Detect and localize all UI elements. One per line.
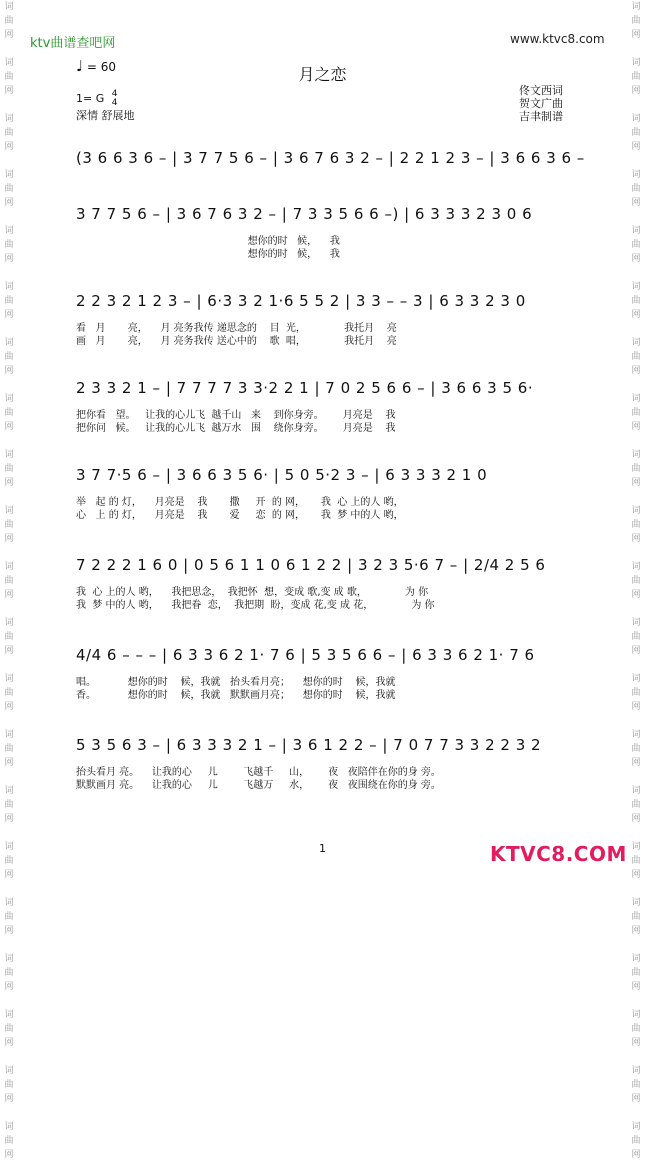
lyricist-credit: 佟文西词 [519,84,563,97]
row-lyrics-verse1: 抬头看月 亮。 让我的心 儿 飞越千 山， 夜 夜陪伴在你的身 旁。 [76,767,441,778]
time-signature [112,90,118,108]
score-row-5 [76,461,572,531]
row-lyrics-verse2: 我 梦 中的人 哟， 我把眷 恋， 我把期 盼，变成 花,变 成 花， 为 你 [76,600,435,611]
row-notes: 3 7 7·5 6 – | 3 6 6 3 5 6· | 5 0 5·2 3 – | 6 3 3 3 2 1 0 [76,466,488,484]
row-notes: 5 3 5 6 3 – | 6 3 3 3 2 1 – | 3 6 1 2 2 – | 7 0 7 7 3 3 2 2 3 2 [76,736,542,754]
row-lyrics-verse1: 想你的时 候， 我 [76,236,340,247]
site-url[interactable]: www.ktvc8.com [510,32,605,46]
row-lyrics-verse1: 我 心 上的人 哟， 我把思念， 我把怀 想，变成 歌,变 成 歌， 为 你 [76,587,429,598]
score-row-4 [76,374,572,444]
quarter-note-icon: ♩ [76,57,84,75]
row-notes: 3 7 7 5 6 – | 3 6 7 6 3 2 – | 7 3 3 5 6 6 –) | 6 3 3 3 2 3 0 6 [76,205,533,223]
row-notes: (3 6 6 3 6 – | 3 7 7 5 6 – | 3 6 7 6 3 2 – | 2 2 1 2 3 – | 3 6 6 3 6 – [76,149,585,167]
score-row-8 [76,731,572,801]
expression-marking: 深情 舒展地 [76,109,135,122]
credits [519,84,563,123]
score-row-2 [76,200,572,270]
key-text: 1= G [76,92,105,105]
row-lyrics-verse1: 举 起 的 灯， 月亮是 我 撒 开 的 网， 我 心 上的人 哟， [76,497,404,508]
row-lyrics-verse1: 把你看 望。 让我的心儿飞 越千山 来 到你身旁。 月亮是 我 [76,410,396,421]
row-notes: 7 2 2 2 1 6 0 | 0 5 6 1 1 0 6 1 2 2 | 3 2 3 5·6 7 – | 2/4 2 5 6 [76,556,546,574]
row-notes: 2 3 3 2 1 – | 7 7 7 7 3 3·2 2 1 | 7 0 2 5 6 6 – | 3 6 6 3 5 6· [76,379,534,397]
row-lyrics-verse2: 想你的时 候， 我 [76,249,340,260]
row-lyrics-verse2: 香。 想你的时 候，我就 默默画月亮； 想你的时 候，我就 [76,690,396,701]
row-lyrics-verse2: 画 月 亮， 月 亮务我传 送心中的 歌 唱， 我托月 亮 [76,336,397,347]
time-sig-top: 4 [111,89,118,99]
time-sig-bottom: 4 [111,98,118,108]
row-lyrics-verse2: 心 上 的 灯， 月亮是 我 爱 恋 的 网， 我 梦 中的人 哟， [76,510,404,521]
site-logo[interactable]: KTVC8.COM [490,842,627,866]
row-lyrics-verse2: 把你问 候。 让我的心儿飞 越万水 围 绕你身旁。 月亮是 我 [76,423,396,434]
row-lyrics-verse1: 唱。 想你的时 候，我就 抬头看月亮； 想你的时 候，我就 [76,677,396,688]
row-notes: 2 2 3 2 1 2 3 – | 6·3 3 2 1·6 5 5 2 | 3 3 – – 3 | 6 3 3 2 3 0 [76,292,526,310]
key-signature [76,90,117,108]
composer-credit: 贺文广曲 [519,97,563,110]
row-lyrics-verse1: 看 月 亮， 月 亮务我传 递思念的 目 光， 我托月 亮 [76,323,397,334]
tempo-value: = 60 [83,60,117,74]
page-number: 1 [319,842,326,855]
watermark-right: 词 曲 网 词 曲 网 词 曲 网 词 曲 网 词 曲 网 词 曲 网 词 曲 网 词 曲 网 词 曲 网 词 曲 网 词 曲 网 词 曲 网 词 曲 网 词 曲 网 词 曲 网 词 曲 网 词 曲 网 词 曲 网 词 曲 网 词 曲 网 词 曲 网 [631,2,641,1160]
watermark-left: 词 曲 网 词 曲 网 词 曲 网 词 曲 网 词 曲 网 词 曲 网 词 曲 网 词 曲 网 词 曲 网 词 曲 网 词 曲 网 词 曲 网 词 曲 网 词 曲 网 词 曲 网 词 曲 网 词 曲 网 词 曲 网 词 曲 网 词 曲 网 词 曲 网 [4,2,14,1160]
row-lyrics-verse2: 默默画月 亮。 让我的心 儿 飞越万 水， 夜 夜围绕在你的身 旁。 [76,780,441,791]
score-row-3 [76,287,572,357]
song-title: 月之恋 [298,65,347,84]
row-notes: 4/4 6 – – – | 6 3 3 6 2 1· 7 6 | 5 3 5 6 6 – | 6 3 3 6 2 1· 7 6 [76,646,535,664]
arranger-credit: 吉聿制谱 [519,110,563,123]
score-row-6 [76,551,572,621]
site-name[interactable]: ktv曲谱查吧网 [30,36,116,51]
score-row-7 [76,641,572,711]
